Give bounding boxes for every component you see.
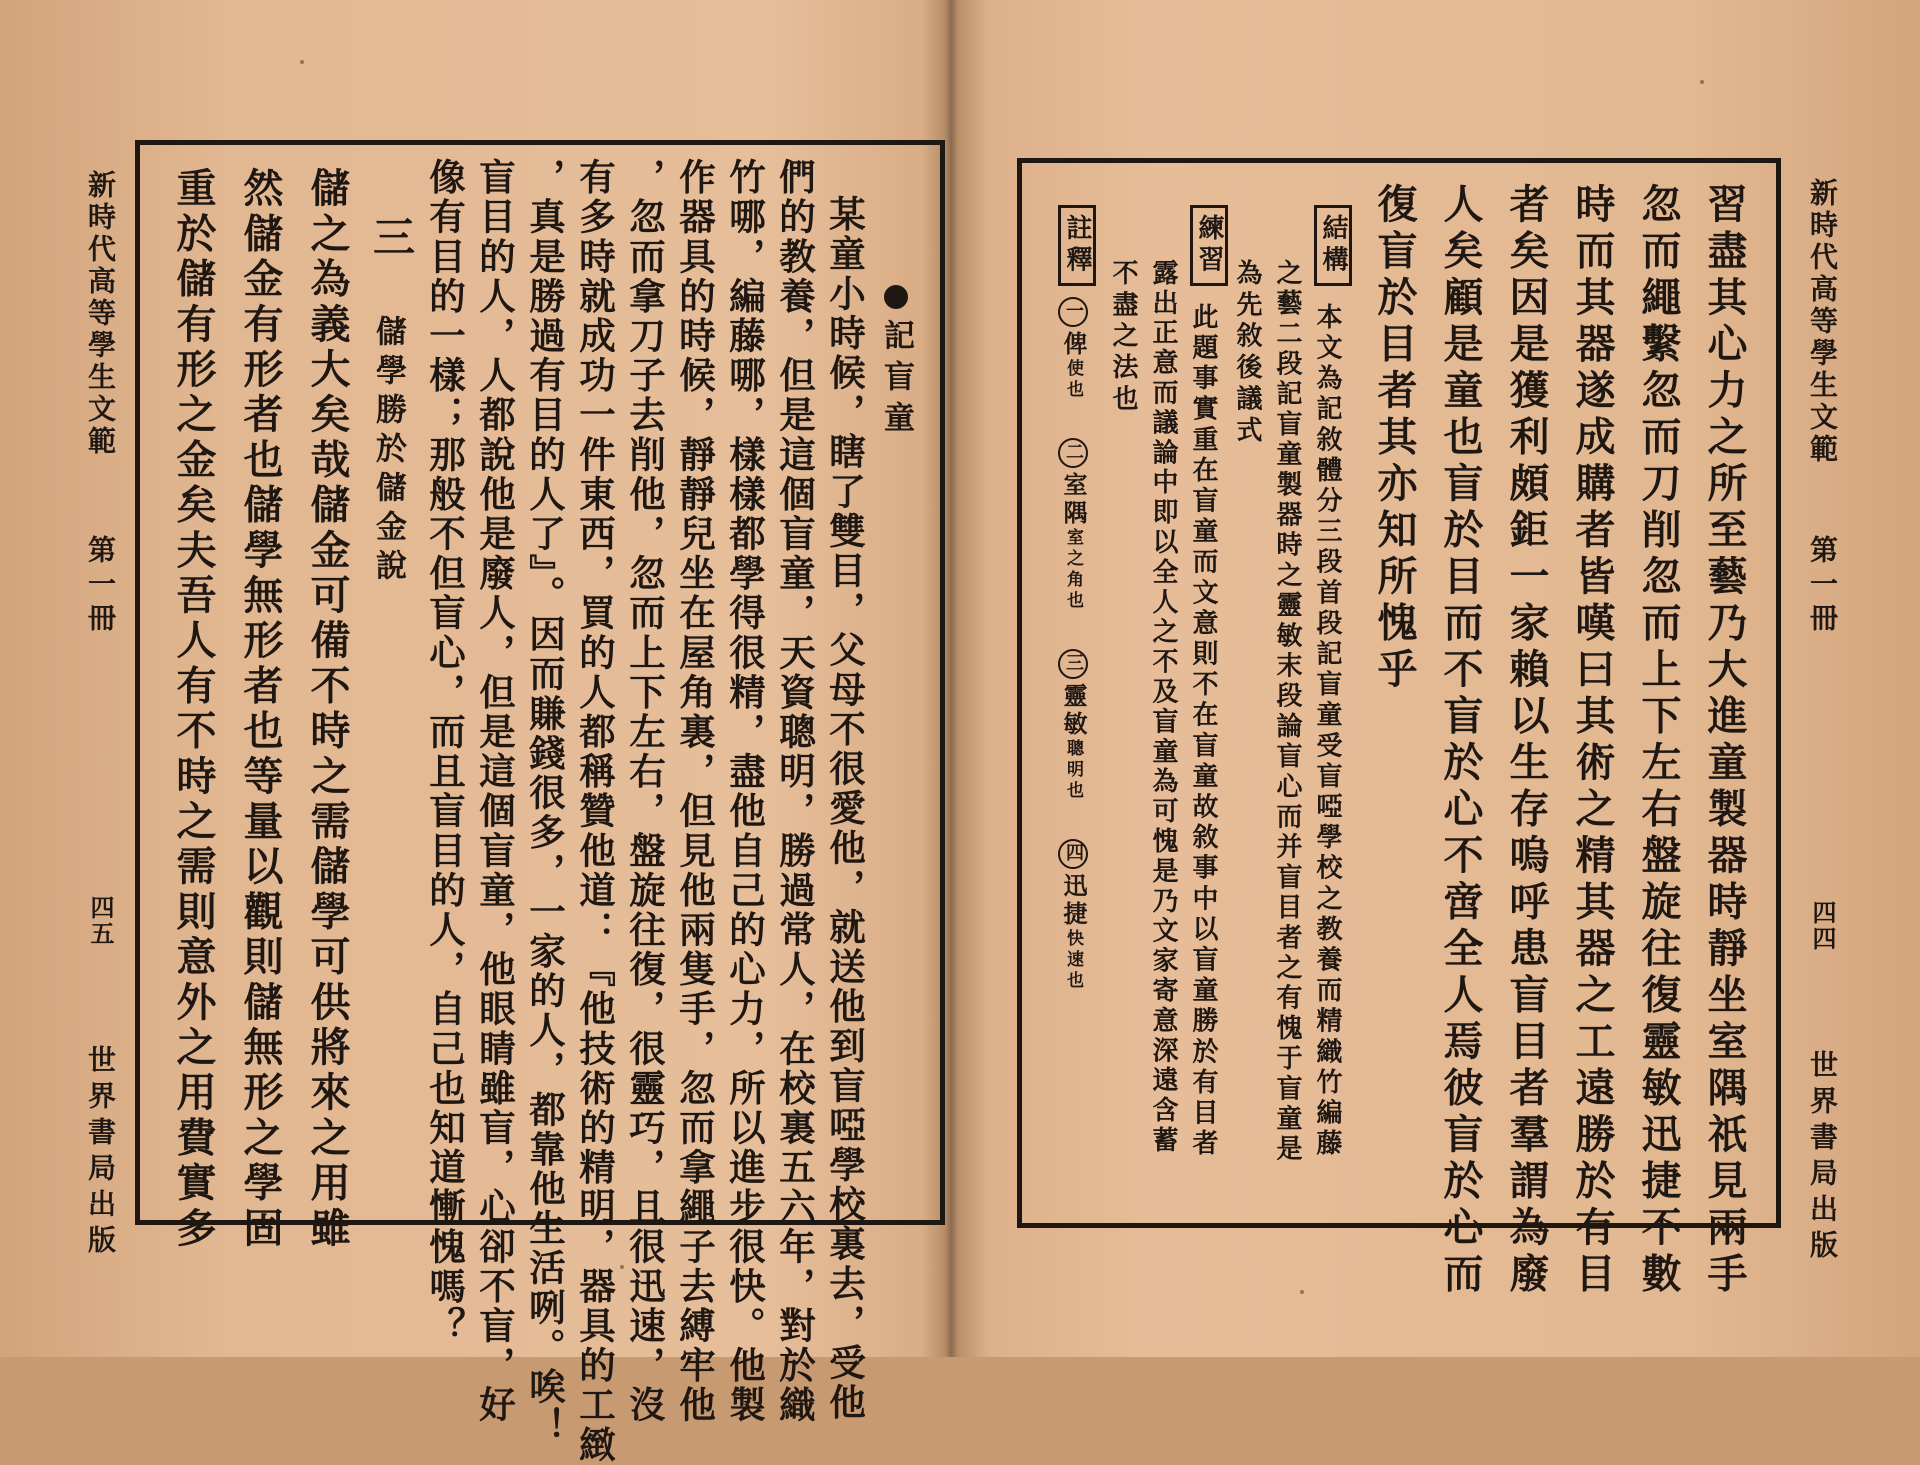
left-book-title: 新時代高等學生文範 — [84, 170, 117, 458]
essay-column: 習盡其心力之所至藝乃大進童製器時靜坐室隅祇見兩手 — [1701, 183, 1748, 1299]
right-page — [968, 0, 1920, 1357]
left-page-number: 四五 — [86, 895, 115, 947]
essay-column: 人矣顧是童也盲於目而不盲於心不啻全人焉彼盲於心而 — [1437, 183, 1484, 1299]
right-page-number: 四四 — [1808, 900, 1837, 952]
left-volume: 第一冊 — [84, 535, 117, 637]
essay-column: 者矣因是獲利頗鉅一家賴以生存嗚呼患盲目者羣謂為廢 — [1503, 183, 1550, 1299]
right-volume: 第一冊 — [1806, 535, 1839, 637]
note-item: 一俾使也 — [1059, 293, 1088, 401]
essay-column: 儲之為義大矣哉儲金可備不時之需儲學可供將來之用雖 — [304, 167, 351, 1252]
paper-speck — [620, 1265, 624, 1269]
practice-column: 露出正意而議論中即以全人之不及盲童為可愧是乃文家寄意深遠含蓄 — [1148, 259, 1178, 1156]
story-column: ，忽而拿刀子去削他，忽而上下左右，盤旋往復，很靈巧，且很迅速，沒 — [623, 158, 667, 1426]
paper-speck — [300, 60, 304, 64]
bullet-icon — [884, 285, 908, 309]
practice-label: 練習 — [1190, 205, 1228, 286]
essay-column: 復盲於目者其亦知所愧乎 — [1371, 183, 1418, 695]
practice-column: 不盡之法也 — [1108, 259, 1138, 416]
story-column: 盲目的人，人都說他是廢人，但是這個盲童，他眼睛雖盲，心卻不盲，好 — [473, 158, 517, 1426]
story-column: 某童小時候，瞎了雙目，父母不很愛他，就送他到盲啞學校裏去，受他 — [823, 195, 867, 1423]
left-publisher: 世界書局出版 — [84, 1045, 117, 1261]
structure-label: 結構 — [1314, 205, 1352, 286]
essay-column: 時而其器遂成購者皆嘆曰其術之精其器之工遠勝於有目 — [1569, 183, 1616, 1299]
structure-column: 之藝二段記盲童製器時之靈敏末段論盲心而并盲目者之有愧于盲童是 — [1272, 259, 1302, 1165]
paper-speck — [1300, 1290, 1304, 1294]
right-text-frame — [1017, 158, 1781, 1299]
paper-speck — [1700, 80, 1704, 84]
note-item: 四迅捷快速也 — [1059, 835, 1088, 992]
story-column: 們的教養，但是這個盲童，天資聰明，勝過常人，在校裏五六年，對於織 — [773, 158, 817, 1426]
essay-column: 重於儲有形之金矣夫吾人有不時之需則意外之用費實多 — [170, 167, 217, 1252]
note-item: 二室隅室之角也 — [1059, 434, 1088, 612]
essay-title: 儲學勝於儲金說 — [370, 315, 406, 588]
story-column: 作器具的時候，靜靜兒坐在屋角裏，但見他兩隻手，忽而拿繩子去縛牢他 — [673, 158, 717, 1426]
story-column: 像有目的一樣；那般不但盲心，而且盲目的人，自己也知道慚愧嗎？ — [423, 158, 467, 1346]
notes-list — [1058, 293, 1088, 992]
essay-column: 然儲金有形者也儲學無形者也等量以觀則儲無形之學固 — [237, 167, 284, 1252]
essay-column: 忽而繩繫忽而刀削忽而上下左右盤旋往復靈敏迅捷不數 — [1635, 183, 1682, 1299]
left-text-frame — [135, 140, 945, 1465]
structure-column: 為先敘後議式 — [1232, 259, 1262, 448]
note-item: 三靈敏聰明也 — [1059, 645, 1088, 802]
notes-label: 註釋 — [1058, 205, 1096, 286]
right-book-title: 新時代高等學生文範 — [1806, 178, 1839, 466]
story-column: 竹哪，編藤哪，樣樣都學得很精，盡他自己的心力，所以進步很快。他製 — [723, 158, 767, 1426]
story-column: ，真是勝過有目的人了』。因而賺錢很多，一家的人，都靠他生活咧。唉！ — [523, 158, 567, 1447]
story-column: 有多時就成功一件東西，買的人都稱贊他道：『他技術的精明，器具的工緻 — [573, 158, 617, 1465]
right-publisher: 世界書局出版 — [1806, 1050, 1839, 1266]
structure-column: 本文為記敘體分三段首段記盲童受盲啞學校之教養而精織竹編藤 — [1312, 303, 1342, 1160]
essay-number: 三 — [367, 215, 416, 267]
story-title: 記盲童 — [880, 285, 911, 442]
practice-column: 此題事實重在盲童而文意則不在盲童故敘事中以盲童勝於有目者 — [1188, 303, 1218, 1160]
